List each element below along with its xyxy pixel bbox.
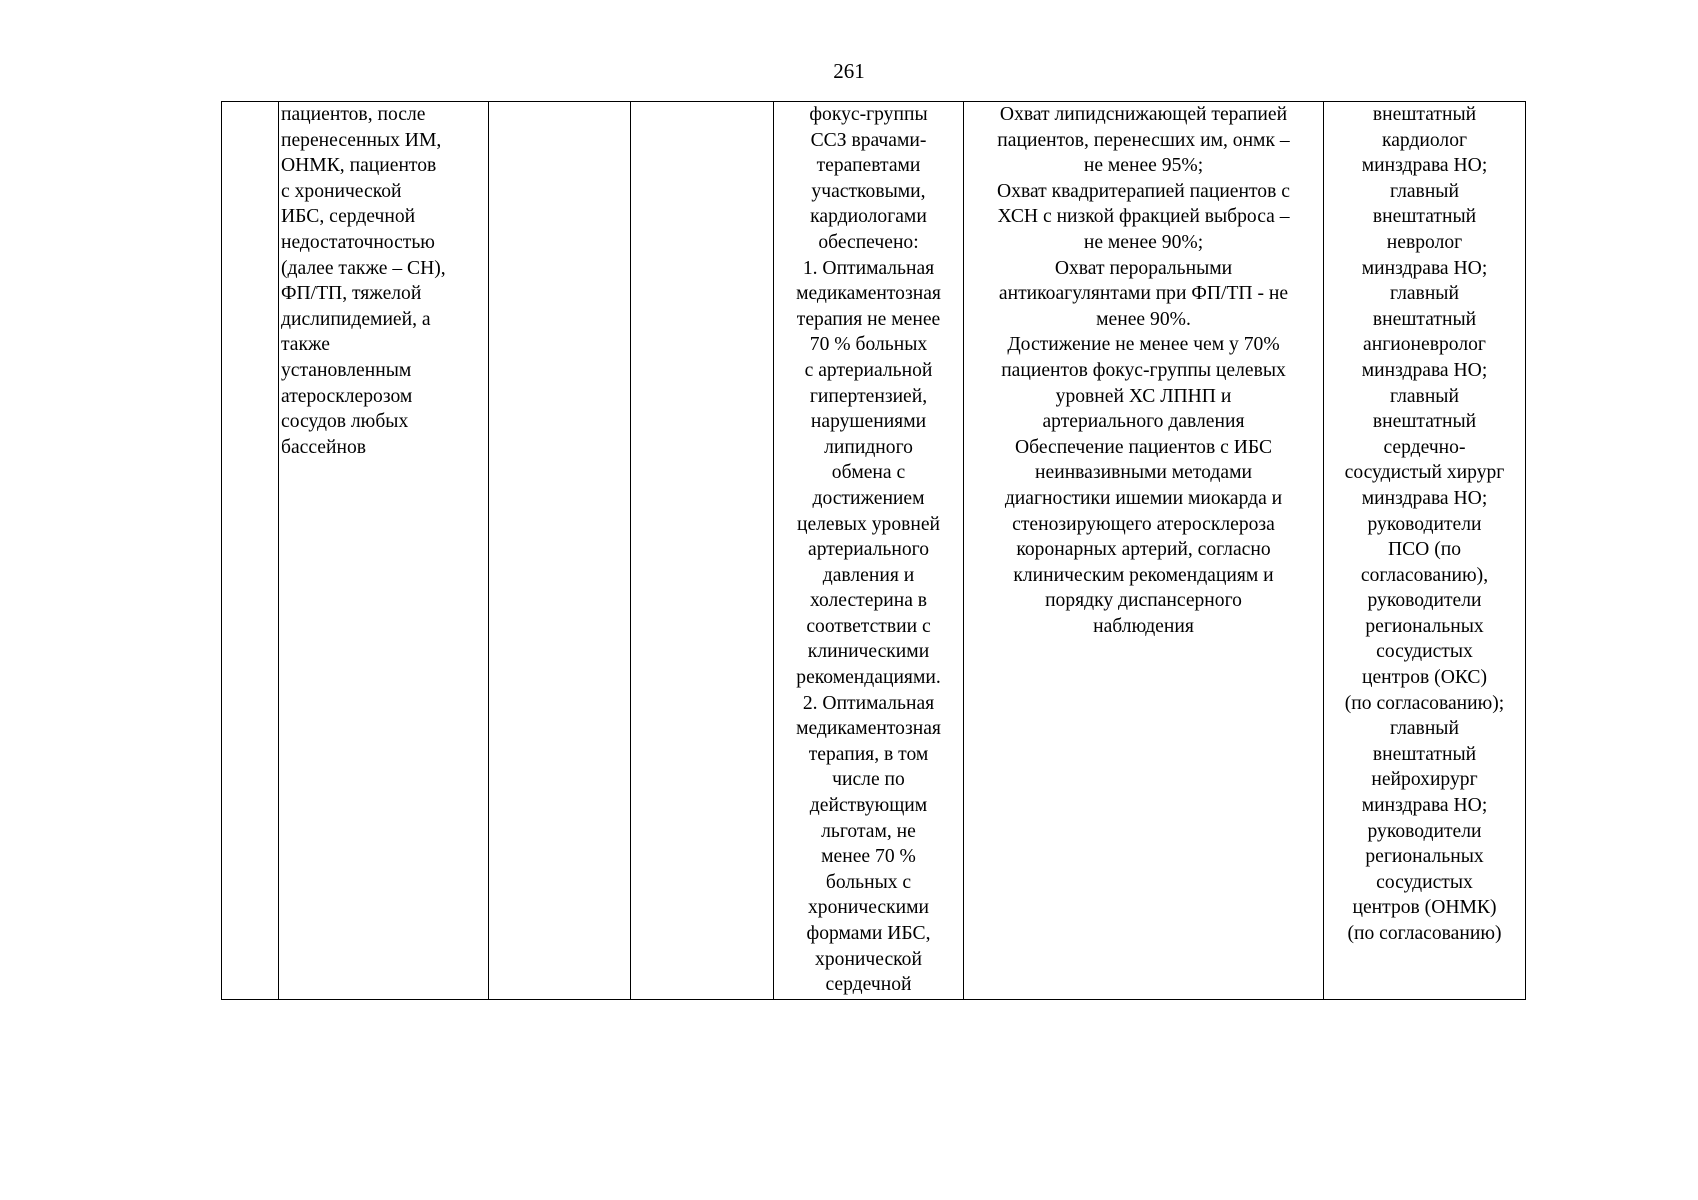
cell-number bbox=[222, 102, 279, 1000]
cell-indicators: Охват липидснижающей терапией пациентов, перенесших им, онмк – не менее 95%; Охват квадритерапией пациентов с ХСН с низкой фракцией выброса – не менее 90%; Охват пероральными антикоагулянтами при ФП/ТП - не менее 90%. Достижение не менее чем у 70% пациентов фокус-группы целевых уровней ХС ЛПНП и артериального давления Обеспечение пациентов с ИБС неинвазивными методами диагностики ишемии миокарда и стенозирующего атеросклероза коронарных артерий, согласно клиническим рекомендациям и порядку диспансерного наблюдения bbox=[964, 102, 1324, 1000]
cell-result: фокус-группы ССЗ врачами- терапевтами участковыми, кардиологами обеспечено: 1. Оптимальная медикаментозная терапия не менее 70 % больных с артериальной гипертензией, нарушениями липидного обмена с достижением целевых уровней артериального давления и холестерина в соответствии с клиническими рекомендациями. 2. Оптимальная медикаментозная терапия, в том числе по действующим льготам, не менее 70 % больных с хроническими формами ИБС, хронической сердечной bbox=[774, 102, 964, 1000]
cell-empty-2 bbox=[631, 102, 774, 1000]
measures-table bbox=[221, 101, 1526, 1000]
table-row bbox=[222, 102, 1526, 1000]
cell-responsible: внештатный кардиолог минздрава НО; главный внештатный невролог минздрава НО; главный внештатный ангионевролог минздрава НО; главный внештатный сердечно- сосудистый хирург минздрава НО; руководители ПСО (по согласованию), руководители региональных сосудистых центров (ОКС) (по согласованию); главный внештатный нейрохирург минздрава НО; руководители региональных сосудистых центров (ОНМК) (по согласованию) bbox=[1324, 102, 1526, 1000]
cell-description: пациентов, после перенесенных ИМ, ОНМК, пациентов с хронической ИБС, сердечной недостаточностью (далее также – СН), ФП/ТП, тяжелой дислипидемией, а также установленным атеросклерозом сосудов любых бассейнов bbox=[279, 102, 489, 1000]
cell-empty-1 bbox=[489, 102, 631, 1000]
page-number: 261 bbox=[833, 59, 865, 83]
